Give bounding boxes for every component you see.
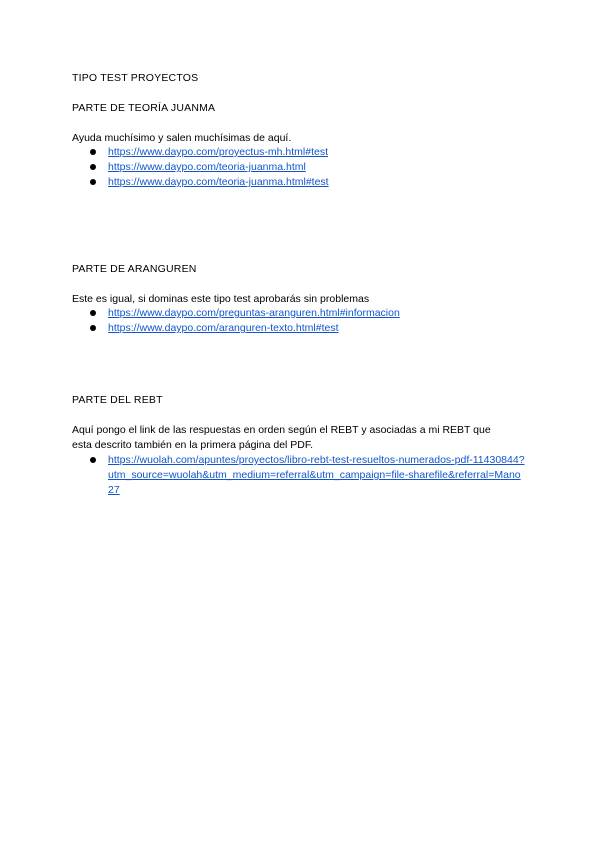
bullet-icon <box>90 179 96 185</box>
section-intro-teoria-juanma: Ayuda muchísimo y salen muchísimas de aquí. <box>72 132 292 144</box>
bullet-icon <box>90 310 96 316</box>
section-intro-aranguren: Este es igual, si dominas este tipo test aprobarás sin problemas <box>72 293 370 305</box>
link-preguntas-aranguren[interactable]: https://www.daypo.com/preguntas-aranguren.html#informacion <box>108 307 400 319</box>
bullet-icon <box>90 325 96 331</box>
section-intro-rebt-line-2: esta descrito también en la primera página del PDF. <box>72 439 314 451</box>
bullet-icon <box>90 164 96 170</box>
section-heading-teoria-juanma: PARTE DE TEORÍA JUANMA <box>72 102 216 114</box>
link-teoria-juanma-test[interactable]: https://www.daypo.com/teoria-juanma.html#test <box>108 176 329 188</box>
link-aranguren-texto[interactable]: https://www.daypo.com/aranguren-texto.html#test <box>108 322 339 334</box>
link-teoria-juanma[interactable]: https://www.daypo.com/teoria-juanma.html <box>108 161 306 173</box>
link-proyectus-mh[interactable]: https://www.daypo.com/proyectus-mh.html#test <box>108 146 329 158</box>
document-title: TIPO TEST PROYECTOS <box>72 72 199 84</box>
section-heading-rebt: PARTE DEL REBT <box>72 394 163 406</box>
link-wuolah-rebt[interactable]: https://wuolah.com/apuntes/proyectos/libro-rebt-test-resueltos-numerados-pdf-11430844?utm_source=wuolah&utm_medium=referral&utm_campaign=file-sharefile&referral=Mano27 <box>108 454 525 496</box>
bullet-icon <box>90 149 96 155</box>
section-intro-rebt-line-1: Aquí pongo el link de las respuestas en orden según el REBT y asociadas a mi REBT que <box>72 424 491 436</box>
bullet-icon <box>90 457 96 463</box>
section-heading-aranguren: PARTE DE ARANGUREN <box>72 263 197 275</box>
